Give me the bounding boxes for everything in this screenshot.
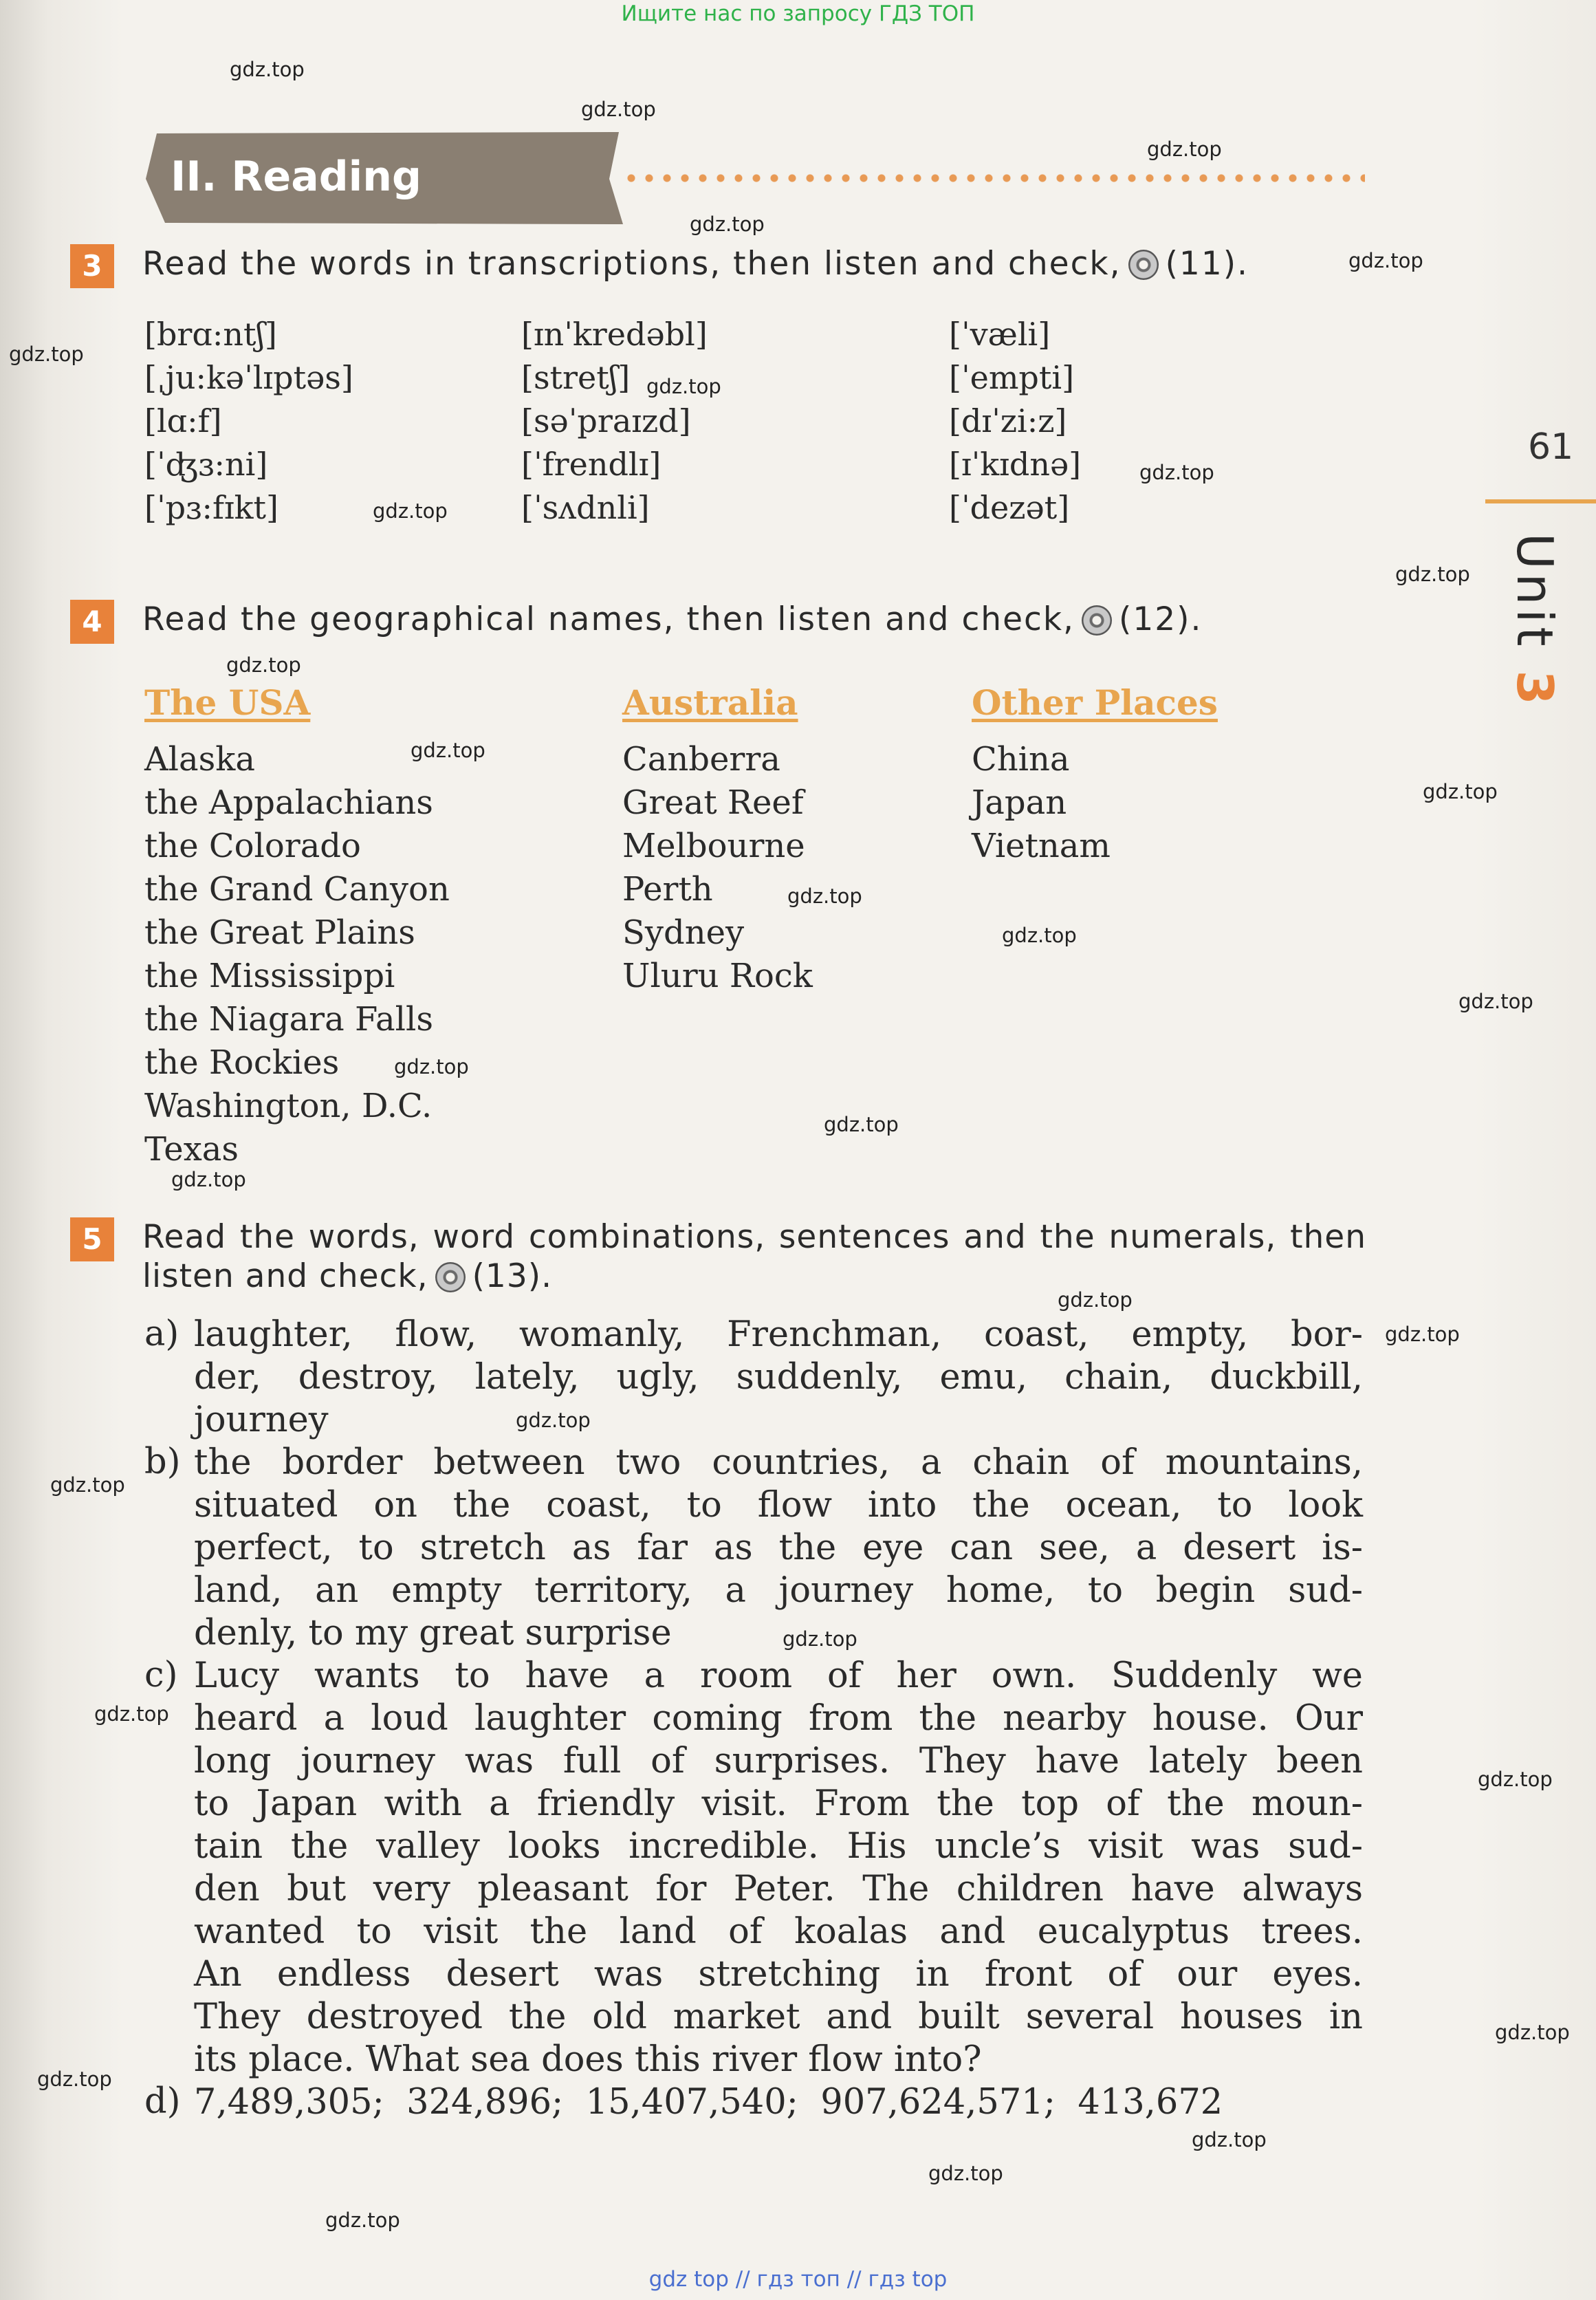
- transcription-item: [ˈdezət]: [949, 489, 1070, 526]
- exercise-number-4: 4: [70, 600, 114, 644]
- page-number: 61: [1528, 426, 1574, 468]
- item-c-line: heard a loud laughter coming from the nearby house. Our: [194, 1698, 1363, 1739]
- transcription-item: [lɑ:f]: [144, 402, 222, 440]
- item-a-line: der, destroy, lately, ugly, suddenly, emu, chain, duckbill,: [194, 1357, 1363, 1398]
- watermark[interactable]: gdz.top: [1385, 1323, 1460, 1346]
- list-item: Perth: [622, 870, 713, 909]
- watermark[interactable]: gdz.top: [50, 1473, 125, 1497]
- exercise-4-instruction: [142, 600, 1202, 638]
- item-c-line: long journey was full of surprises. They have lately been: [194, 1741, 1363, 1781]
- list-item: Uluru Rock: [622, 957, 813, 995]
- watermark[interactable]: gdz.top: [394, 1055, 469, 1078]
- item-c-line: wanted to visit the land of koalas and eucalyptus trees.: [194, 1911, 1363, 1952]
- transcription-item: [ˈpɜ:fɪkt]: [144, 489, 278, 526]
- item-c-line: Lucy wants to have a room of her own. Suddenly we: [194, 1656, 1363, 1696]
- list-item: the Niagara Falls: [144, 1000, 433, 1039]
- watermark[interactable]: gdz.top: [171, 1168, 246, 1191]
- cd-audio-icon[interactable]: [1128, 250, 1159, 280]
- item-a-line: laughter, flow, womanly, Frenchman, coast, empty, bor-: [194, 1314, 1363, 1355]
- watermark[interactable]: gdz.top: [1192, 2128, 1267, 2151]
- watermark[interactable]: gdz.top: [230, 58, 305, 81]
- list-item: Great Reef: [622, 783, 804, 822]
- transcription-item: [ɪˈkɪdnə]: [949, 446, 1082, 483]
- transcription-item: [ˈsʌdnli]: [521, 489, 650, 526]
- transcription-item: [brɑ:ntʃ]: [144, 316, 277, 353]
- watermark[interactable]: gdz.top: [581, 98, 656, 121]
- unit-word: Unit: [1506, 533, 1564, 651]
- transcription-item: [ˈempti]: [949, 359, 1075, 396]
- list-item: China: [972, 740, 1070, 779]
- item-c-line: to Japan with a friendly visit. From the top of the moun-: [194, 1783, 1363, 1824]
- watermark[interactable]: gdz.top: [928, 2162, 1003, 2185]
- transcription-item: [ˈvæli]: [949, 316, 1051, 353]
- watermark[interactable]: gdz.top: [1348, 249, 1423, 272]
- watermark[interactable]: gdz.top: [1458, 990, 1533, 1013]
- item-label-d: d): [144, 2081, 181, 2122]
- list-item: Sydney: [622, 913, 745, 952]
- list-usa: [144, 738, 450, 1171]
- watermark[interactable]: gdz.top: [9, 343, 84, 366]
- transcription-item: [stretʃ]: [521, 359, 631, 396]
- list-item: Texas: [144, 1130, 239, 1169]
- transcription-item: [ˈfrendlɪ]: [521, 446, 662, 483]
- list-item: Vietnam: [972, 827, 1111, 865]
- list-item: the Mississippi: [144, 957, 395, 995]
- watermark[interactable]: gdz.top: [1147, 138, 1222, 161]
- watermark[interactable]: gdz.top: [325, 2209, 400, 2232]
- watermark[interactable]: gdz.top: [226, 653, 301, 677]
- transcription-item: [ɪnˈkredəbl]: [521, 316, 708, 353]
- unit-number: 3: [1506, 670, 1564, 709]
- exercise-4-text: Read the geographical names, then listen and check,: [142, 600, 1075, 638]
- exercise-4-track: (12).: [1119, 600, 1203, 638]
- watermark[interactable]: gdz.top: [373, 499, 448, 523]
- section-title: II. Reading: [171, 153, 422, 201]
- item-b-line: the border between two countries, a chain of mountains,: [194, 1442, 1363, 1483]
- watermark[interactable]: gdz.top: [1058, 1288, 1133, 1312]
- watermark[interactable]: gdz.top: [690, 213, 765, 236]
- watermark[interactable]: gdz.top: [1478, 1768, 1553, 1791]
- item-label-c: c): [144, 1655, 178, 1695]
- list-other-places: [972, 738, 1111, 868]
- watermark[interactable]: gdz.top: [411, 739, 485, 762]
- exercise-number-3: 3: [70, 244, 114, 288]
- item-d-numerals: 7,489,305; 324,896; 15,407,540; 907,624,571; 413,672: [194, 2082, 1223, 2123]
- watermark[interactable]: gdz.top: [94, 1702, 169, 1726]
- item-c-line: They destroyed the old market and built several houses in: [194, 1997, 1363, 2037]
- unit-divider: [1485, 499, 1596, 503]
- transcription-item: [səˈpraɪzd]: [521, 402, 691, 440]
- column-heading-other-places: Other Places: [972, 682, 1218, 723]
- cd-audio-icon[interactable]: [1082, 605, 1112, 636]
- list-item: the Great Plains: [144, 913, 415, 952]
- watermark[interactable]: gdz.top: [1423, 780, 1498, 803]
- list-item: the Grand Canyon: [144, 870, 450, 909]
- top-promo-banner[interactable]: Ищите нас по запросу ГДЗ ТОП: [621, 1, 975, 26]
- exercise-number-5: 5: [70, 1217, 114, 1261]
- list-item: the Rockies: [144, 1043, 340, 1082]
- transcription-item: [ˌju:kəˈlɪptəs]: [144, 359, 353, 396]
- item-a-line: journey: [194, 1400, 329, 1440]
- watermark[interactable]: gdz.top: [646, 375, 721, 398]
- item-label-a: a): [144, 1314, 179, 1354]
- exercise-5-track: (13).: [472, 1257, 553, 1295]
- exercise-5-text: listen and check,: [142, 1257, 428, 1295]
- list-item: Melbourne: [622, 827, 805, 865]
- watermark[interactable]: gdz.top: [1495, 2021, 1570, 2044]
- list-item: the Colorado: [144, 827, 361, 865]
- list-item: Canberra: [622, 740, 780, 779]
- watermark[interactable]: gdz.top: [1002, 924, 1077, 947]
- transcription-item: [ˈʤɜ:ni]: [144, 446, 268, 483]
- item-c-line: den but very pleasant for Peter. The children have always: [194, 1869, 1363, 1909]
- item-b-line: perfect, to stretch as far as the eye can see, a desert is-: [194, 1528, 1363, 1568]
- list-australia: [622, 738, 813, 998]
- transcription-column-3: [949, 313, 1081, 530]
- item-label-b: b): [144, 1442, 181, 1482]
- item-b-line: land, an empty territory, a journey home, to begin sud-: [194, 1570, 1363, 1611]
- list-item: Japan: [972, 783, 1067, 822]
- item-c-line: tain the valley looks incredible. His uncle’s visit was sud-: [194, 1826, 1363, 1867]
- exercise-3-instruction: [142, 245, 1249, 283]
- exercise-5-instruction-line-2: [142, 1257, 552, 1295]
- watermark[interactable]: gdz.top: [824, 1113, 899, 1136]
- bottom-promo-banner[interactable]: gdz top // гдз топ // гдз top: [648, 2267, 948, 2292]
- watermark[interactable]: gdz.top: [37, 2068, 112, 2091]
- watermark[interactable]: gdz.top: [1139, 461, 1214, 484]
- exercise-5-instruction-line-1: Read the words, word combinations, sentences and the numerals, then: [142, 1218, 1366, 1256]
- item-b-line: denly, to my great surprise: [194, 1613, 672, 1653]
- list-item: Washington, D.C.: [144, 1087, 433, 1125]
- watermark[interactable]: gdz.top: [1395, 563, 1470, 586]
- item-c-line: its place. What sea does this river flow into?: [194, 2039, 982, 2080]
- transcription-column-1: [144, 313, 353, 530]
- watermark[interactable]: gdz.top: [783, 1627, 857, 1651]
- exercise-3-track: (11).: [1165, 245, 1249, 283]
- header-dotted-rule: [622, 173, 1365, 183]
- item-b-line: situated on the coast, to flow into the ocean, to look: [194, 1485, 1363, 1526]
- watermark[interactable]: gdz.top: [516, 1409, 591, 1432]
- exercise-3-text: Read the words in transcriptions, then listen and check,: [142, 245, 1122, 283]
- column-heading-australia: Australia: [622, 682, 798, 723]
- transcription-column-2: [521, 313, 708, 530]
- list-item: the Appalachians: [144, 783, 433, 822]
- unit-label: [1506, 533, 1564, 709]
- cd-audio-icon[interactable]: [435, 1262, 466, 1292]
- watermark[interactable]: gdz.top: [787, 885, 862, 908]
- transcription-item: [dɪˈzi:z]: [949, 402, 1067, 440]
- item-c-line: An endless desert was stretching in front of our eyes.: [194, 1954, 1363, 1995]
- list-item: Alaska: [144, 740, 255, 779]
- column-heading-usa: The USA: [144, 682, 311, 723]
